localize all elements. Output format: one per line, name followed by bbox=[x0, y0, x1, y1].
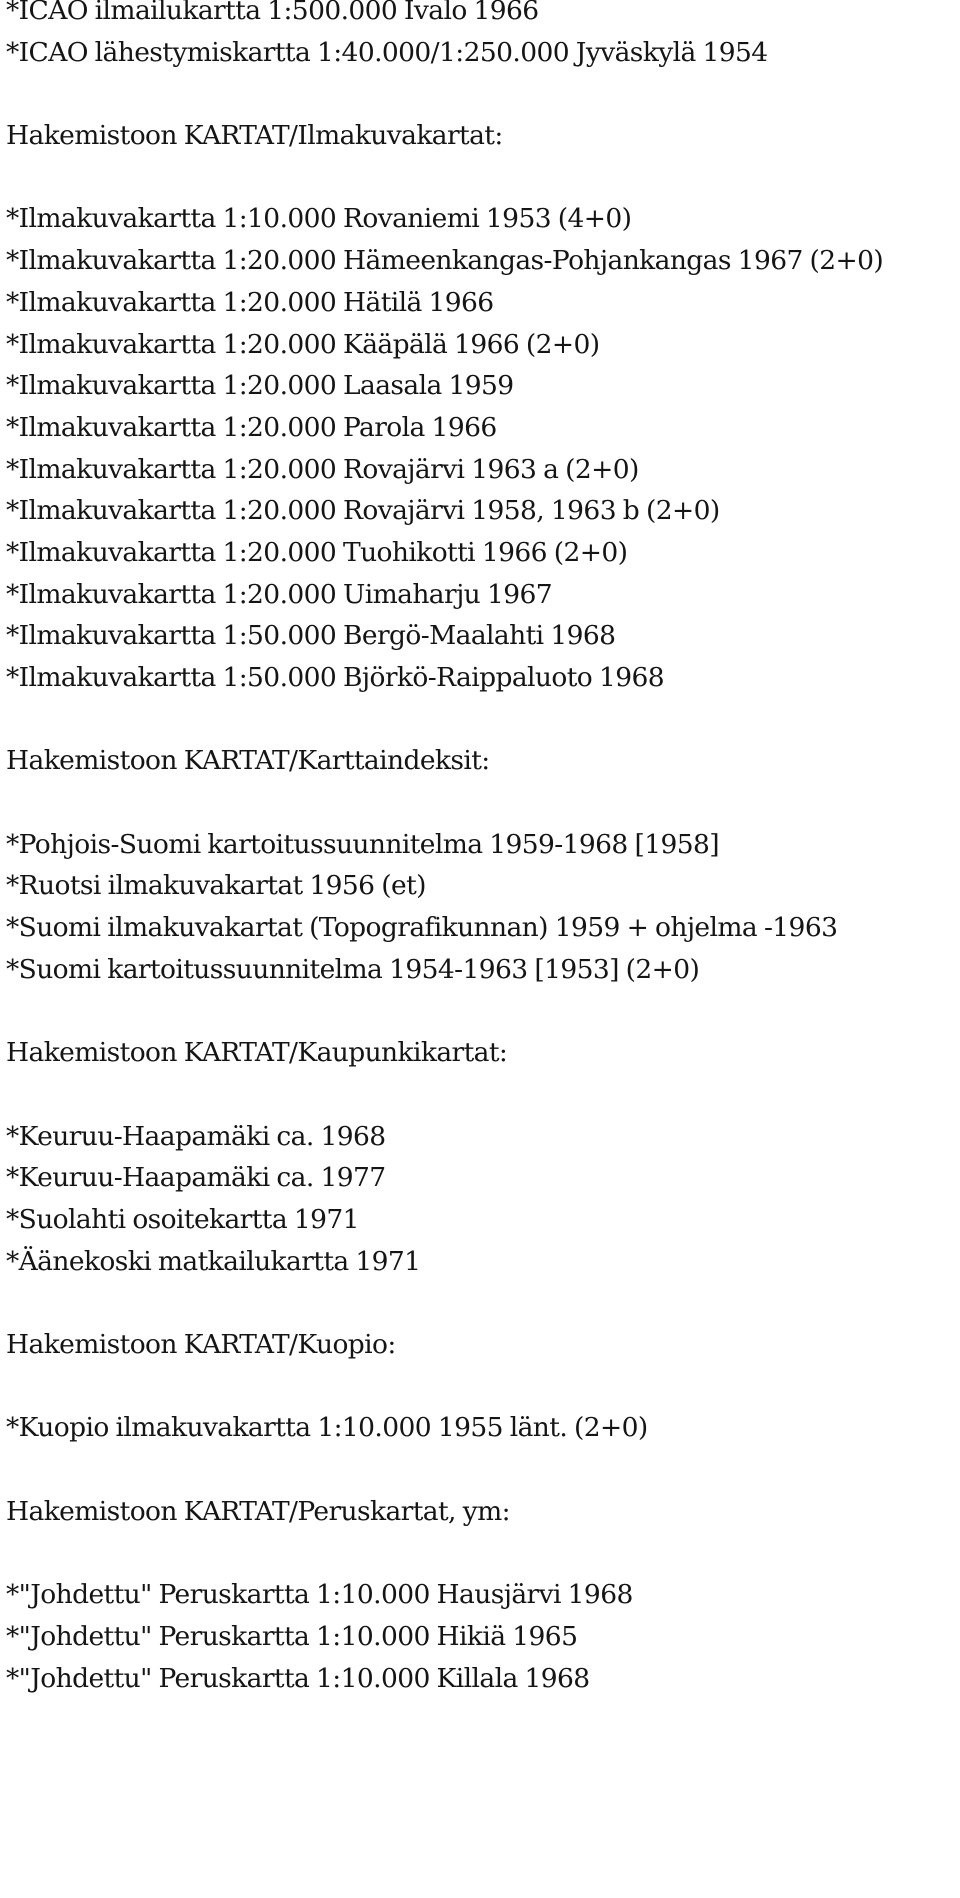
section-intro bbox=[6, 0, 960, 73]
list-item: *Suolahti osoitekartta 1971 bbox=[6, 1203, 359, 1235]
section-heading: Hakemistoon KARTAT/Kaupunkikartat: bbox=[6, 1037, 508, 1069]
list-item: *Suomi ilmakuvakartat (Topografikunnan) 1959 + ohjelma -1963 bbox=[6, 912, 838, 944]
list-item: *Ilmakuvakartta 1:20.000 Hätilä 1966 bbox=[6, 286, 494, 318]
list-item: *"Johdettu" Peruskartta 1:10.000 Killala 1968 bbox=[6, 1662, 590, 1694]
section-heading: Hakemistoon KARTAT/Peruskartat, ym: bbox=[6, 1495, 510, 1527]
list-item: *Ruotsi ilmakuvakartat 1956 (et) bbox=[6, 870, 426, 902]
spacer bbox=[6, 1074, 960, 1116]
section-kuopio bbox=[6, 1324, 960, 1449]
spacer bbox=[6, 157, 960, 199]
list-item: *Kuopio ilmakuvakartta 1:10.000 1955 länt. (2+0) bbox=[6, 1412, 648, 1444]
list-item: *Ilmakuvakartta 1:20.000 Tuohikotti 1966 (2+0) bbox=[6, 536, 628, 568]
list-item: *Ilmakuvakartta 1:50.000 Bergö-Maalahti 1968 bbox=[6, 620, 616, 652]
spacer bbox=[6, 1449, 960, 1491]
section-heading: Hakemistoon KARTAT/Karttaindeksit: bbox=[6, 745, 490, 777]
section-karttaindeksit bbox=[6, 740, 960, 990]
list-item: *Ilmakuvakartta 1:20.000 Kääpälä 1966 (2+0) bbox=[6, 328, 600, 360]
spacer bbox=[6, 1366, 960, 1408]
list-item: *Suomi kartoitussuunnitelma 1954-1963 [1953] (2+0) bbox=[6, 953, 700, 985]
list-item: *"Johdettu" Peruskartta 1:10.000 Hikiä 1965 bbox=[6, 1620, 578, 1652]
list-item: *"Johdettu" Peruskartta 1:10.000 Hausjärvi 1968 bbox=[6, 1579, 633, 1611]
list-item: *ICAO ilmailukartta 1:500.000 Ivalo 1966 bbox=[6, 0, 539, 26]
spacer bbox=[6, 699, 960, 741]
list-item: *Ilmakuvakartta 1:10.000 Rovaniemi 1953 (4+0) bbox=[6, 203, 632, 235]
spacer bbox=[6, 1532, 960, 1574]
section-ilmakuvakartat bbox=[6, 115, 960, 699]
list-item: *Ilmakuvakartta 1:20.000 Parola 1966 bbox=[6, 411, 497, 443]
list-item: *Ilmakuvakartta 1:20.000 Hämeenkangas-Pohjankangas 1967 (2+0) bbox=[6, 245, 884, 277]
list-item: *Ilmakuvakartta 1:20.000 Laasala 1959 bbox=[6, 370, 514, 402]
section-heading: Hakemistoon KARTAT/Ilmakuvakartat: bbox=[6, 120, 503, 152]
list-item: *Pohjois-Suomi kartoitussuunnitelma 1959-1968 [1958] bbox=[6, 828, 720, 860]
list-item: *Äänekoski matkailukartta 1971 bbox=[6, 1245, 421, 1277]
section-peruskartat bbox=[6, 1491, 960, 1699]
list-item: *Ilmakuvakartta 1:50.000 Björkö-Raippaluoto 1968 bbox=[6, 662, 665, 693]
list-item: *ICAO lähestymiskartta 1:40.000/1:250.000 Jyväskylä 1954 bbox=[6, 36, 768, 68]
list-item: *Keuruu-Haapamäki ca. 1977 bbox=[6, 1162, 386, 1194]
spacer bbox=[6, 73, 960, 115]
spacer bbox=[6, 1282, 960, 1324]
list-item: *Keuruu-Haapamäki ca. 1968 bbox=[6, 1120, 386, 1152]
spacer bbox=[6, 991, 960, 1033]
section-heading: Hakemistoon KARTAT/Kuopio: bbox=[6, 1329, 396, 1360]
spacer bbox=[6, 782, 960, 824]
list-item: *Ilmakuvakartta 1:20.000 Rovajärvi 1958, 1963 b (2+0) bbox=[6, 495, 720, 527]
list-item: *Ilmakuvakartta 1:20.000 Uimaharju 1967 bbox=[6, 578, 553, 610]
list-item: *Ilmakuvakartta 1:20.000 Rovajärvi 1963 a (2+0) bbox=[6, 453, 639, 485]
section-kaupunkikartat bbox=[6, 1032, 960, 1282]
